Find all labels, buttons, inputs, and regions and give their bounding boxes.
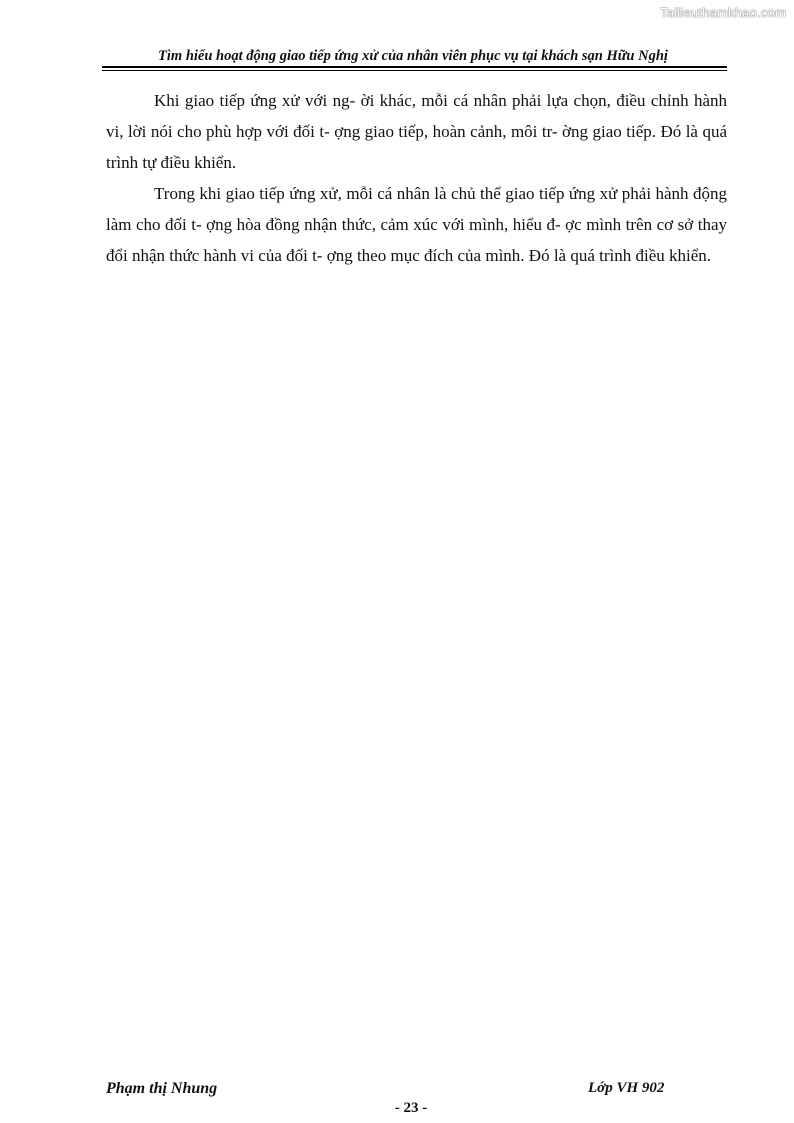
running-header: Tìm hiểu hoạt động giao tiếp ứng xử của nhân viên phục vụ tại khách sạn Hữu Nghị [158,48,668,64]
page-number: - 23 - [394,1100,428,1116]
header-rule-thick [102,66,727,68]
footer-class: Lớp VH 902 [588,1080,665,1096]
footer-author: Phạm thị Nhung [106,1080,218,1097]
document-body [106,85,727,271]
paragraph-2: Trong khi giao tiếp ứng xử, mỗi cá nhân là chủ thể giao tiếp ứng xử phải hành động làm cho đối t- ợng hòa đồng nhận thức, cảm xúc với mình, hiểu đ- ợc mình trên cơ sở thay đổi nhận thức hành vi của đối t- ợng theo mục đích của mình. Đó là quá trình điều khiển. [106,184,727,265]
paragraph-1: Khi giao tiếp ứng xử với ng- ời khác, mỗi cá nhân phải lựa chọn, điều chỉnh hành vi, lời nói cho phù hợp với đối t- ợng giao tiếp, hoàn cảnh, môi tr- ờng giao tiếp. Đó là quá trình tự điều khiển. [106,91,727,172]
watermark-text: Tailieuthamkhao.com [660,5,786,20]
header-rule-thin [102,70,727,71]
